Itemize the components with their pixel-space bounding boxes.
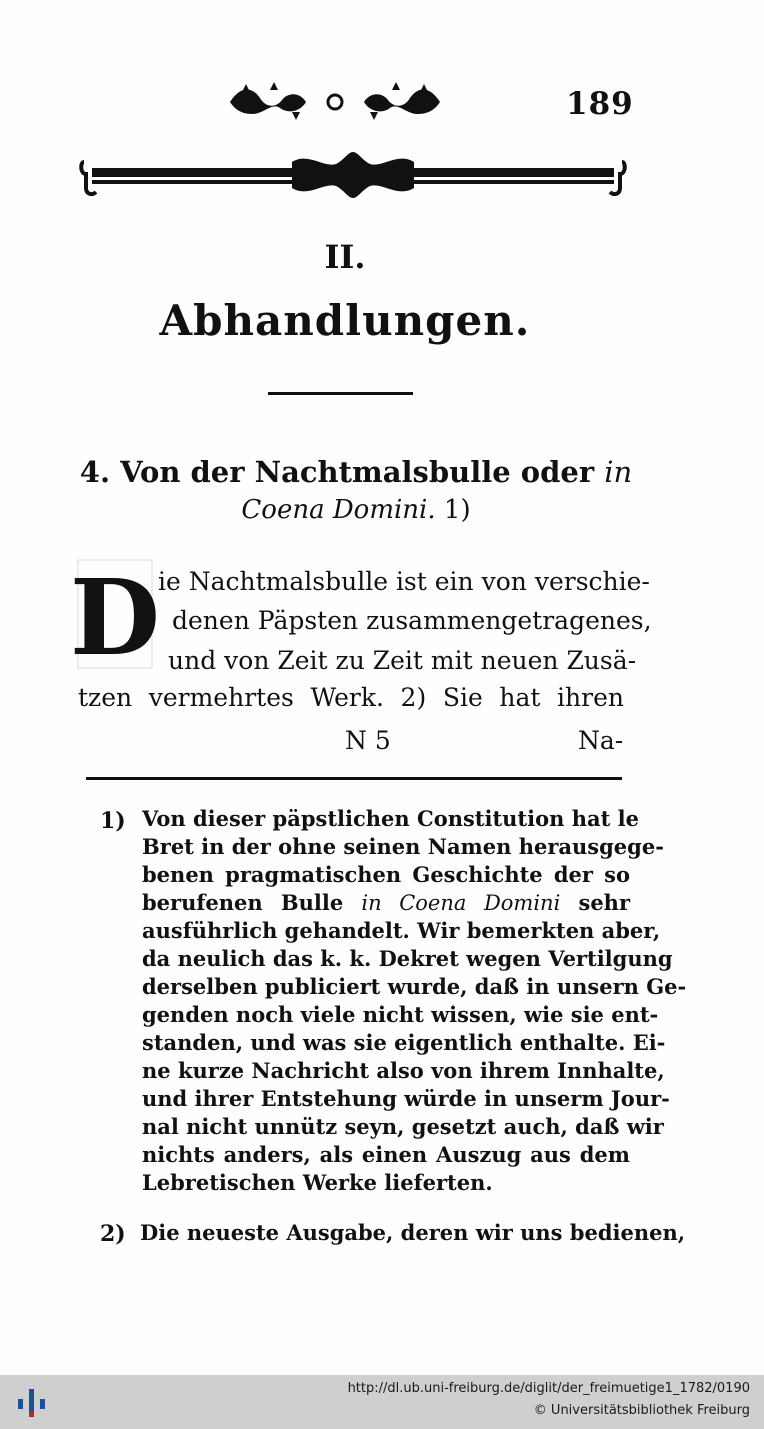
body-line: denen Päpsten zusammengetragenes, — [172, 606, 652, 635]
page-number: 189 — [566, 86, 634, 122]
article-title-in: in — [604, 455, 633, 489]
section-number: II. — [324, 238, 366, 276]
article-subtitle — [78, 490, 634, 530]
permalink-url[interactable]: http://dl.ub.uni-freiburg.de/diglit/der_freimuetige1_1782/0190 — [347, 1381, 750, 1396]
footnote-line: da neulich das k. k. Dekret wegen Vertilgung — [142, 946, 673, 971]
university-logo-icon[interactable] — [14, 1385, 50, 1421]
footnote-line: derselben publiciert wurde, daß in unsern Ge- — [142, 974, 687, 999]
footnote-line: nal nicht unnütz seyn, gesetzt auch, daß wir — [142, 1114, 664, 1139]
footnote-line: genden noch viele nicht wissen, wie sie ent- — [142, 1002, 659, 1027]
article-title-main: 4. Von der Nachtmalsbulle oder — [79, 455, 595, 489]
footnote-text: sehr — [578, 890, 631, 915]
footnote-divider — [86, 777, 622, 780]
footnote-line: Von dieser päpstlichen Constitution hat le — [142, 806, 639, 831]
footnote-line — [142, 890, 630, 916]
footnote-line: nichts anders, als einen Auszug aus dem — [142, 1142, 630, 1167]
floral-ornament-icon — [222, 78, 448, 126]
article-title-latin: Coena Domini. — [241, 495, 436, 525]
copyright-notice: © Universitätsbibliothek Freiburg — [533, 1403, 750, 1418]
body-line: ie Nachtmalsbulle ist ein von verschie- — [158, 567, 650, 596]
drop-cap — [69, 556, 161, 679]
footnote-line: benen pragmatischen Geschichte der so — [142, 862, 630, 887]
article-title — [78, 452, 634, 492]
footnote-line: und ihrer Entstehung würde in unserm Jour- — [142, 1086, 670, 1111]
body-line: und von Zeit zu Zeit mit neuen Zusä- — [168, 646, 637, 675]
footnote-line: Bret in der ohne seinen Namen herausgege- — [142, 834, 664, 859]
footnote-text: berufenen Bulle — [142, 890, 344, 915]
drop-cap-letter: D — [69, 556, 161, 679]
footnote-line: ausführlich gehandelt. Wir bemerkten aber, — [142, 918, 661, 943]
footnote-marker: 2) — [100, 1221, 126, 1247]
section-title: Abhandlungen. — [159, 296, 531, 345]
catchword: Na- — [578, 726, 624, 755]
footnote-line: Lebretischen Werke lieferten. — [142, 1170, 493, 1195]
footnote-latin: in Coena Domini — [361, 891, 561, 915]
body-line: tzen vermehrtes Werk. 2) Sie hat ihren — [78, 683, 624, 712]
footnote-line: Die neueste Ausgabe, deren wir uns bedienen, — [140, 1220, 686, 1245]
footnote-line: standen, und was sie eigentlich enthalte. Ei- — [142, 1030, 666, 1055]
title-divider — [268, 392, 413, 395]
decorative-band-icon — [78, 148, 628, 202]
article-title-ref: 1) — [443, 495, 471, 525]
footnote-line: ne kurze Nachricht also von ihrem Innhalte, — [142, 1058, 665, 1083]
signature-mark: N 5 — [345, 726, 391, 755]
viewer-footer — [0, 1375, 764, 1429]
footnote-marker: 1) — [100, 808, 126, 834]
